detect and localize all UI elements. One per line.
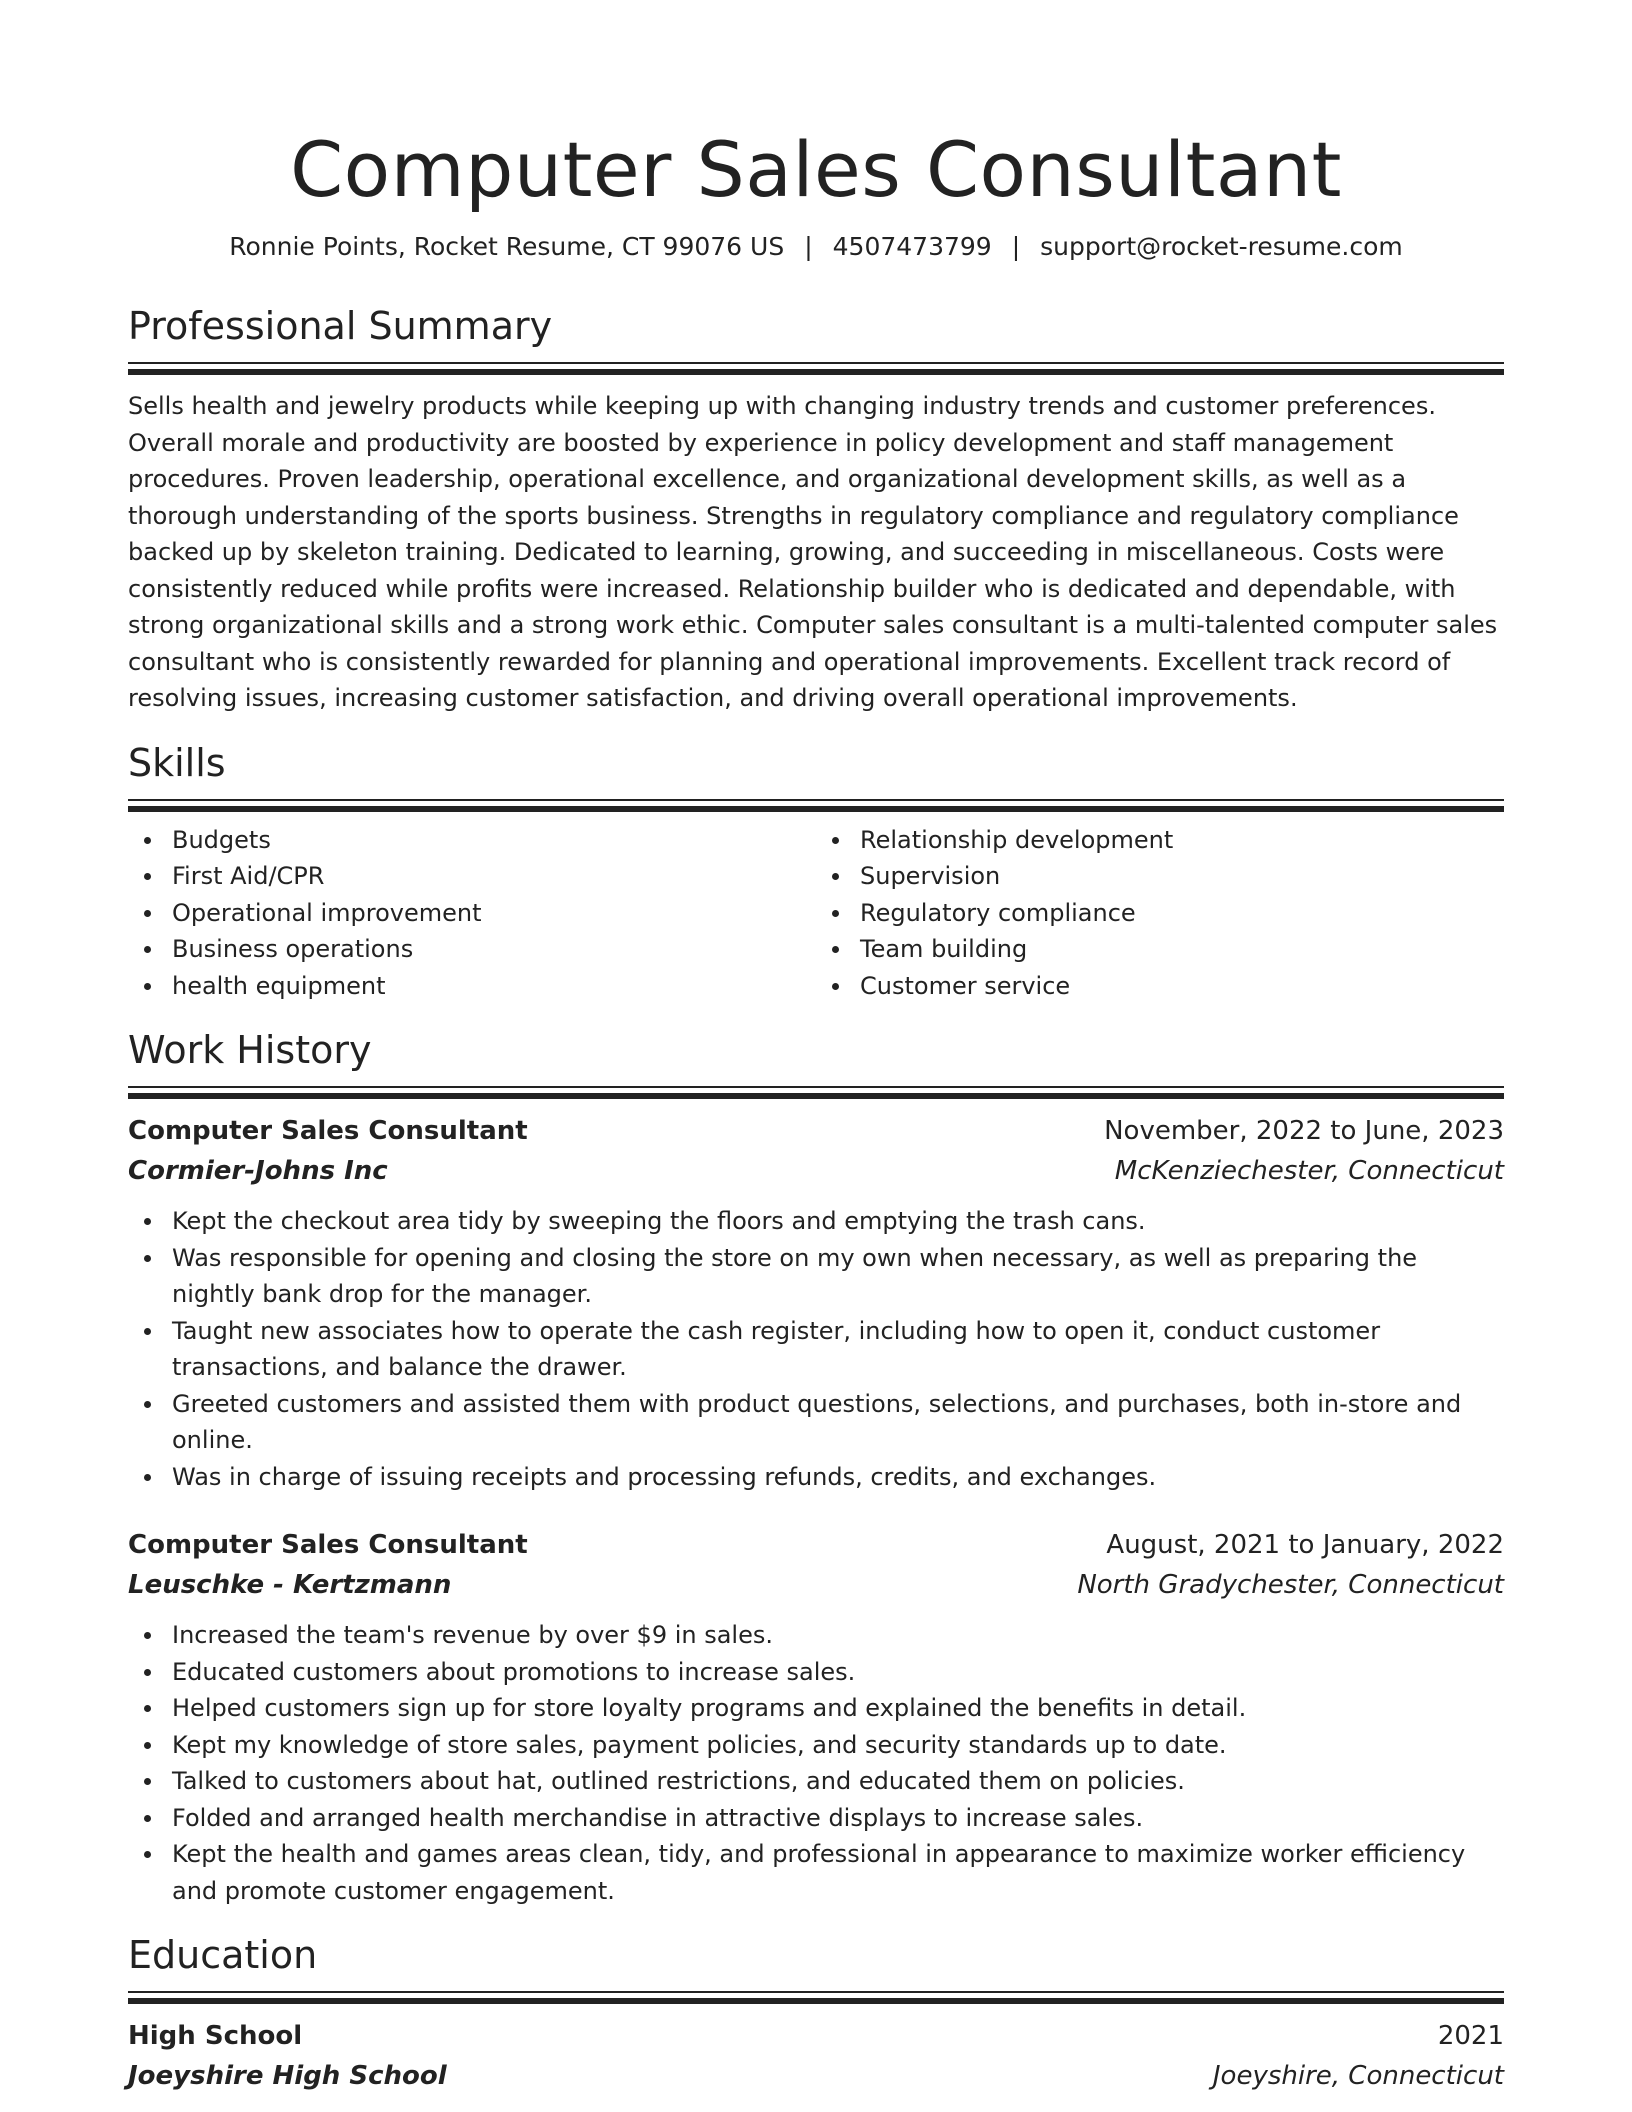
section-rule-thick bbox=[128, 369, 1504, 375]
education-section bbox=[128, 1931, 1504, 2096]
section-rule bbox=[128, 1991, 1504, 1993]
job-bullet: Was responsible for opening and closing the store on my own when necessary, as well as preparing the nightly bank drop for the manager. bbox=[128, 1240, 1504, 1313]
skill-item: Relationship development bbox=[816, 822, 1504, 859]
skill-item: Supervision bbox=[816, 858, 1504, 895]
job-company: Leuschke - Kertzmann bbox=[128, 1570, 452, 1600]
section-title-work: Work History bbox=[128, 1028, 372, 1072]
job-entry bbox=[128, 1111, 1504, 1495]
section-rule-thick bbox=[128, 1093, 1504, 1099]
job-bullets bbox=[128, 1617, 1504, 1909]
education-year: 2021 bbox=[1437, 2021, 1504, 2051]
education-school-row bbox=[128, 2056, 1504, 2096]
job-bullet: Kept the checkout area tidy by sweeping the floors and emptying the trash cans. bbox=[128, 1203, 1504, 1240]
skill-item: First Aid/CPR bbox=[128, 858, 816, 895]
section-rule bbox=[128, 799, 1504, 801]
education-degree: High School bbox=[128, 2021, 303, 2051]
job-entry bbox=[128, 1525, 1504, 1909]
section-rule bbox=[128, 1086, 1504, 1088]
contact-line bbox=[128, 230, 1504, 264]
skill-item: Budgets bbox=[128, 822, 816, 859]
job-bullet: Helped customers sign up for store loyalty programs and explained the benefits in detail. bbox=[128, 1690, 1504, 1727]
job-dates: August, 2021 to January, 2022 bbox=[1106, 1530, 1504, 1560]
contact-separator: | bbox=[1011, 232, 1021, 261]
skills-column-right bbox=[816, 822, 1504, 1005]
job-bullet: Was in charge of issuing receipts and processing refunds, credits, and exchanges. bbox=[128, 1459, 1504, 1496]
skills-section bbox=[128, 739, 1504, 1005]
job-location: McKenziechester, Connecticut bbox=[1114, 1156, 1504, 1186]
section-rule bbox=[128, 362, 1504, 364]
job-location: North Gradychester, Connecticut bbox=[1077, 1570, 1504, 1600]
section-rule-thick bbox=[128, 1998, 1504, 2004]
contact-email: support@rocket-resume.com bbox=[1040, 232, 1403, 261]
job-bullet: Kept the health and games areas clean, tidy, and professional in appearance to maximize worker efficiency and promote customer engagement. bbox=[128, 1836, 1504, 1909]
job-bullets bbox=[128, 1203, 1504, 1495]
skill-item: Operational improvement bbox=[128, 895, 816, 932]
education-entry bbox=[128, 2016, 1504, 2096]
section-title-summary: Professional Summary bbox=[128, 304, 553, 348]
job-company: Cormier-Johns Inc bbox=[128, 1156, 388, 1186]
skill-item: Team building bbox=[816, 931, 1504, 968]
education-location: Joeyshire, Connecticut bbox=[1212, 2061, 1504, 2091]
job-bullet: Talked to customers about hat, outlined restrictions, and educated them on policies. bbox=[128, 1763, 1504, 1800]
skills-column-left bbox=[128, 822, 816, 1005]
section-title-skills: Skills bbox=[128, 740, 226, 785]
contact-separator: | bbox=[804, 232, 813, 261]
job-bullet: Educated customers about promotions to increase sales. bbox=[128, 1654, 1504, 1691]
summary-text: Sells health and jewelry products while keeping up with changing industry trends and customer preferences. Overall morale and productivity are boosted by experience in policy development and staff management procedures. Proven leadership, operational excellence, and organizational development skills, as well as a thorough understanding of the sports business. Strengths in regulatory compliance and regulatory compliance backed up by skeleton training. Dedicated to learning, growing, and succeeding in miscellaneous. Costs were consistently reduced while profits were increased. Relationship builder who is dedicated and dependable, with strong organizational skills and a strong work ethic. Computer sales consultant is a multi-talented computer sales consultant who is consistently rewarded for planning and operational improvements. Excellent track record of resolving issues, increasing customer satisfaction, and driving overall operational improvements. bbox=[128, 392, 1498, 712]
work-section bbox=[128, 1026, 1504, 1909]
education-header-row bbox=[128, 2016, 1504, 2056]
resume-name: Computer Sales Consultant bbox=[290, 125, 1342, 214]
summary-section bbox=[128, 302, 1504, 717]
job-bullet: Taught new associates how to operate the cash register, including how to open it, conduct customer transactions, and balance the drawer. bbox=[128, 1313, 1504, 1386]
job-bullet: Folded and arranged health merchandise in attractive displays to increase sales. bbox=[128, 1800, 1504, 1837]
contact-phone: 4507473799 bbox=[832, 232, 992, 261]
section-title-education: Education bbox=[128, 1933, 318, 1977]
skill-item: health equipment bbox=[128, 968, 816, 1005]
education-school: Joeyshire High School bbox=[128, 2061, 447, 2091]
job-bullet: Greeted customers and assisted them with product questions, selections, and purchases, both in-store and online. bbox=[128, 1386, 1504, 1459]
job-company-row bbox=[128, 1151, 1504, 1191]
job-bullet: Kept my knowledge of store sales, payment policies, and security standards up to date. bbox=[128, 1727, 1504, 1764]
contact-address: Ronnie Points, Rocket Resume, CT 99076 US bbox=[229, 232, 785, 261]
job-title: Computer Sales Consultant bbox=[128, 1116, 528, 1146]
skill-item: Business operations bbox=[128, 931, 816, 968]
job-header-row bbox=[128, 1525, 1504, 1565]
job-dates: November, 2022 to June, 2023 bbox=[1104, 1116, 1504, 1146]
section-rule-thick bbox=[128, 806, 1504, 812]
skill-item: Regulatory compliance bbox=[816, 895, 1504, 932]
job-bullet: Increased the team's revenue by over $9 in sales. bbox=[128, 1617, 1504, 1654]
job-company-row bbox=[128, 1565, 1504, 1605]
skills-grid bbox=[128, 822, 1504, 1005]
job-header-row bbox=[128, 1111, 1504, 1151]
job-title: Computer Sales Consultant bbox=[128, 1530, 528, 1560]
skill-item: Customer service bbox=[816, 968, 1504, 1005]
